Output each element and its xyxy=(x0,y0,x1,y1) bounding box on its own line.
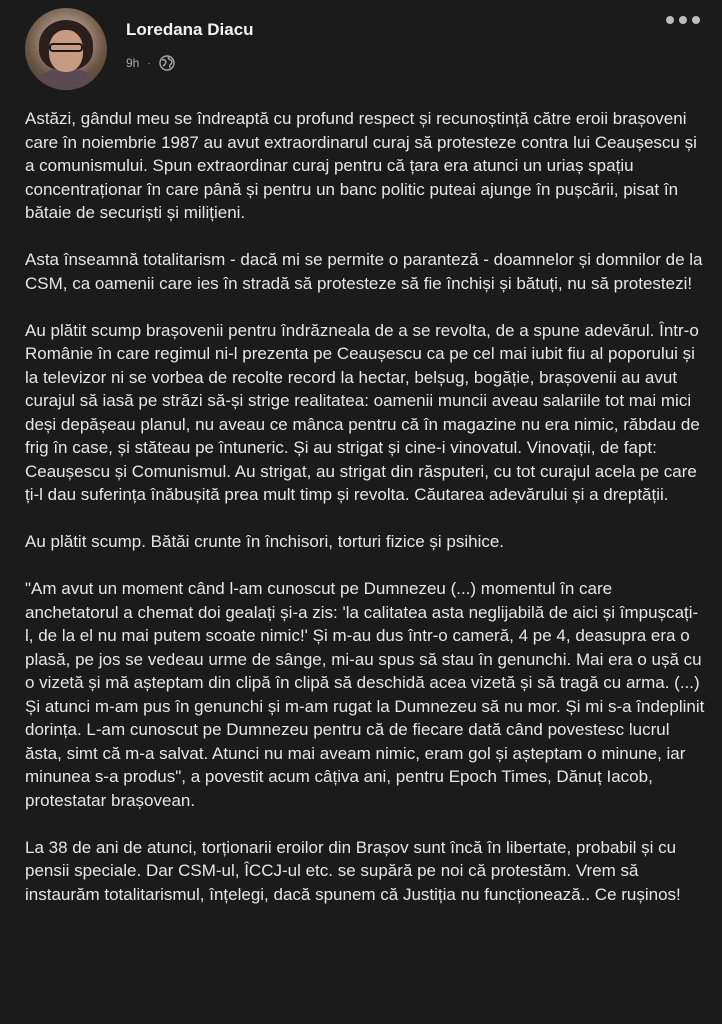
post-paragraph: Astăzi, gândul meu se îndreaptă cu profund respect și recunoștință către eroii brașoveni care în noiembrie 1987 au avut extraordinarul curaj să protesteze contra lui Ceaușescu și a comunismului. Spun extraordinar curaj pentru că țara era atunci un uriaș spațiu concentraționar în care până și pentru un banc politic puteai ajunge în pușcării, pisat în bătaie de securiști și milițieni. xyxy=(25,109,697,222)
avatar[interactable] xyxy=(25,8,107,90)
post-paragraph: Au plătit scump. Bătăi crunte în închisori, torturi fizice și psihice. xyxy=(25,532,505,551)
more-dot xyxy=(692,16,700,24)
post-paragraph: Au plătit scump brașovenii pentru îndrăzneala de a se revolta, de a spune adevărul. Într-o Românie în care regimul ni-l prezenta pe Ceaușescu ca pe cel mai iubit fiu al poporului și la televizor ni se vorbea de recolte record la hectar, belșug, bogăție, brașovenii au avut curajul să iasă pe străzi să-și strige realitatea: oamenii muncii aveau salariile tot mai mici deși depășeau planul, nu aveau ce mânca pentru că în magazine nu era nimic, răbdau de frig în case, și stăteau pe întuneric. Și au strigat și cine-i vinovatul. Vinovații, de fapt: Ceaușescu și Comunismul. Au strigat, au strigat din răsputeri, cu tot curajul acela pe care ți-l dau suferința înăbușită prea mult timp și revolta. Căutarea adevărului și a dreptății. xyxy=(25,320,700,504)
globe-icon[interactable] xyxy=(159,55,175,71)
more-dot xyxy=(666,16,674,24)
post-header xyxy=(0,0,722,100)
post-time[interactable]: 9h xyxy=(126,56,140,70)
more-options-icon[interactable] xyxy=(666,16,700,24)
more-dot xyxy=(679,16,687,24)
meta-separator: · xyxy=(147,57,151,69)
post-paragraph: Asta înseamnă totalitarism - dacă mi se permite o paranteză - doamnelor și domnilor de la CSM, ca oamenii care ies în stradă să protesteze să fie închiși și bătuți, nu să protestezi! xyxy=(25,250,703,293)
author-name[interactable]: Loredana Diacu xyxy=(126,20,254,39)
avatar-glasses xyxy=(49,43,83,52)
post-paragraph: "Am avut un moment când l-am cunoscut pe Dumnezeu (...) momentul în care anchetatorul a chemat doi gealați și-a zis: 'la calitatea asta neglijabilă de aici și împușcați-l, de la el nu mai putem scoate nimic!' Și m-au dus într-o cameră, 4 pe 4, deasupra era o plasă, pe jos se vedeau urme de sânge, mi-au spus să stau în genunchi. Mai era o ușă cu o vizetă și mă așteptam din clipă în clipă să deschidă acea vizetă și să tragă cu arma. (...) Și atunci m-am pus în genunchi și m-am rugat la Dumnezeu să nu mor. Și mi s-a îndeplinit dorința. L-am cunoscut pe Dumnezeu pentru că de fiecare dată când povestesc lucrul ăsta, simt că m-a salvat. Atunci nu mai aveam nimic, eram gol și așteptam o minune, iar minunea s-a produs", a povestit acum câțiva ani, pentru Epoch Times, Dănuț Iacob, protestatar brașovean. xyxy=(25,579,705,810)
post-meta xyxy=(126,55,175,71)
post-body xyxy=(25,107,705,930)
post-paragraph: La 38 de ani de atunci, torționarii eroilor din Brașov sunt încă în libertate, probabil și cu pensii speciale. Dar CSM-ul, ÎCCJ-ul etc. se supără pe noi că protestăm. Vrem să instaurăm totalitarismul, înțelegi, dacă spunem că Justiția nu funcționează.. Ce rușinos! xyxy=(25,837,681,904)
